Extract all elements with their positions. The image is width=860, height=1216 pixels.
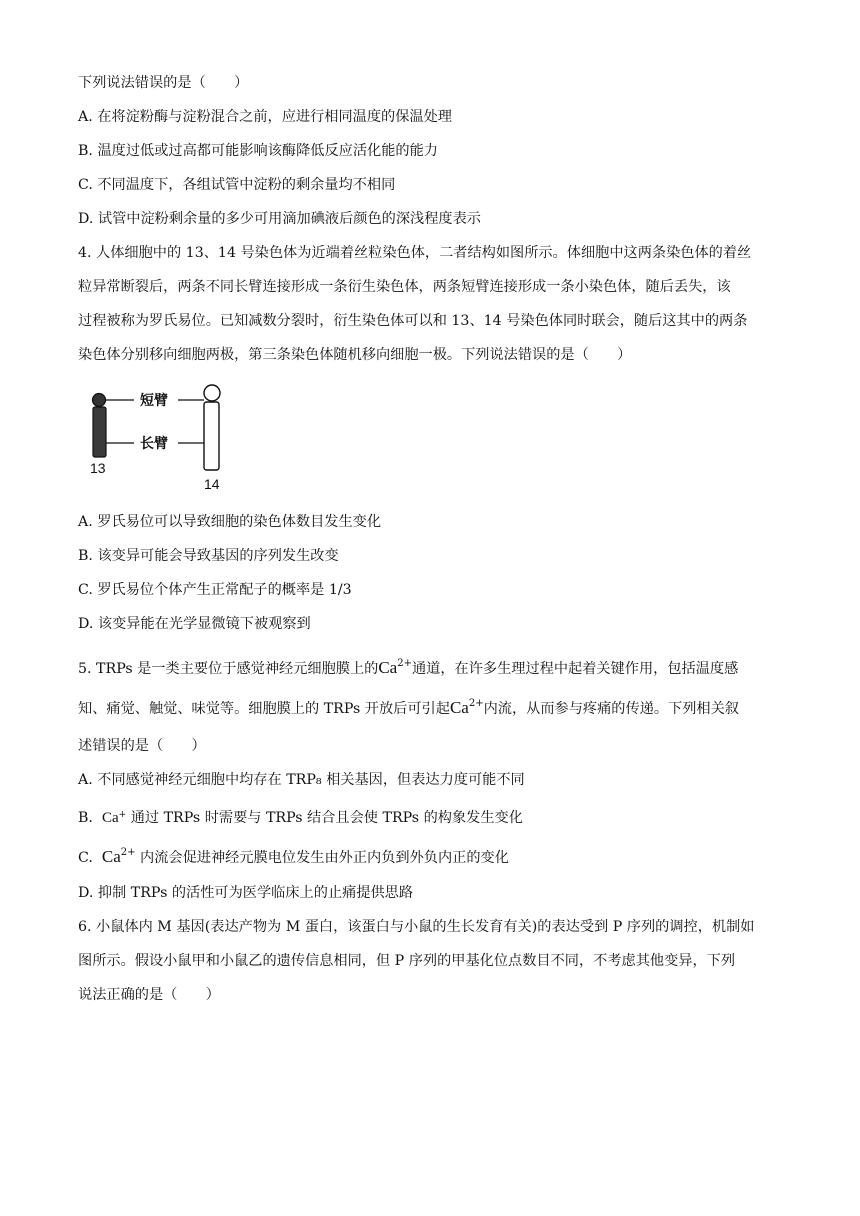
q5-option-b xyxy=(78,805,523,828)
q5-optc-text: 内流会促进神经元膜电位发生由外正内负到外负内正的变化 xyxy=(140,850,509,866)
calcium-charge: 2+ xyxy=(397,658,412,669)
q3-option-d: D. 试管中淀粉剩余量的多少可用滴加碘液后颜色的深浅程度表示 xyxy=(78,211,481,227)
q3-stem-tail: 下列说法错误的是（ ） xyxy=(78,75,249,91)
chromosome-14 xyxy=(204,385,220,470)
calcium-symbol: Ca xyxy=(449,698,469,717)
calcium-symbol: Ca xyxy=(101,847,121,866)
q4-option-c: C. 罗氏易位个体产生正常配子的概率是 1/3 xyxy=(78,582,352,598)
q6-stem-line-1: 6. 小鼠体内 M 基因(表达产物为 M 蛋白，该蛋白与小鼠的生长发育有关)的表达受到 P 序列的调控，机制如 xyxy=(78,919,755,935)
q4-stem-line-4: 染色体分别移向细胞两极，第三条染色体随机移向细胞一极。下列说法错误的是（ ） xyxy=(78,347,632,363)
calcium-charge: 2+ xyxy=(120,847,136,858)
q4-option-a: A. 罗氏易位可以导致细胞的染色体数目发生变化 xyxy=(78,514,382,530)
long-arm-label: 长臂 xyxy=(140,436,168,452)
q6-stem-line-2: 图所示。假设小鼠甲和小鼠乙的遗传信息相同，但 P 序列的甲基化位点数目不同，不考虑其他变异，下列 xyxy=(78,953,736,969)
q5-line2-pre: 知、痛觉、触觉、味觉等。细胞膜上的 TRPs 开放后可引起 xyxy=(78,701,450,717)
q3-option-a: A. 在将淀粉酶与淀粉混合之前，应进行相同温度的保温处理 xyxy=(78,109,452,125)
q6-stem-line-3: 说法正确的是（ ） xyxy=(78,987,220,1003)
q5-option-d: D. 抑制 TRPs 的活性可为医学临床上的止痛提供思路 xyxy=(78,885,414,901)
q4-option-b: B. 该变异可能会导致基因的序列发生改变 xyxy=(78,548,339,564)
q4-stem-line-1: 4. 人体细胞中的 13、14 号染色体为近端着丝粒染色体，二者结构如图所示。体细胞中这两条染色体的着丝 xyxy=(78,245,752,261)
q5-line2-post: 内流，从而参与疼痛的传递。下列相关叙 xyxy=(483,701,739,717)
q5-line1-pre: 5. TRPs 是一类主要位于感觉神经元细胞膜上的 xyxy=(78,661,379,677)
calcium-charge: + xyxy=(118,810,127,820)
chromosome-14-label: 14 xyxy=(204,476,220,492)
q5-stem-line-1 xyxy=(78,654,738,679)
chromosome-13-label: 13 xyxy=(90,460,106,476)
q4-option-d: D. 该变异能在光学显微镜下被观察到 xyxy=(78,616,311,632)
q4-stem-line-2: 粒异常断裂后，两条不同长臂连接形成一条衍生染色体，两条短臂连接形成一条小染色体，随后丢失，该 xyxy=(78,279,731,295)
q5-line1-post: 通道，在许多生理过程中起着关键作用，包括温度感 xyxy=(411,661,739,677)
q5-optc-prefix: C. xyxy=(78,850,93,866)
calcium-symbol: Ca xyxy=(378,658,398,677)
q5-stem-line-3: 述错误的是（ ） xyxy=(78,738,206,754)
q5-stem-line-2 xyxy=(78,694,739,719)
q5-option-c xyxy=(78,843,509,868)
q5-optb-prefix: B. xyxy=(78,810,93,826)
q5-optb-text: 通过 TRPs 时需要与 TRPs 结合且会使 TRPs 的构象发生变化 xyxy=(130,810,523,826)
q3-option-c: C. 不同温度下，各组试管中淀粉的剩余量均不相同 xyxy=(78,177,396,193)
short-arm-label: 短臂 xyxy=(140,393,168,409)
calcium-charge: 2+ xyxy=(468,698,484,709)
q3-option-b: B. 温度过低或过高都可能影响该酶降低反应活化能的能力 xyxy=(78,143,438,159)
chromosome-figure xyxy=(80,380,240,495)
calcium-symbol: Ca xyxy=(101,810,119,826)
chromosome-13 xyxy=(93,394,107,458)
q4-stem-line-3: 过程被称为罗氏易位。已知减数分裂时，衍生染色体可以和 13、14 号染色体同时联会，随后这其中的两条 xyxy=(78,313,748,329)
q5-option-a: A. 不同感觉神经元细胞中均存在 TRP₈ 相关基因，但表达力度可能不同 xyxy=(78,772,525,788)
